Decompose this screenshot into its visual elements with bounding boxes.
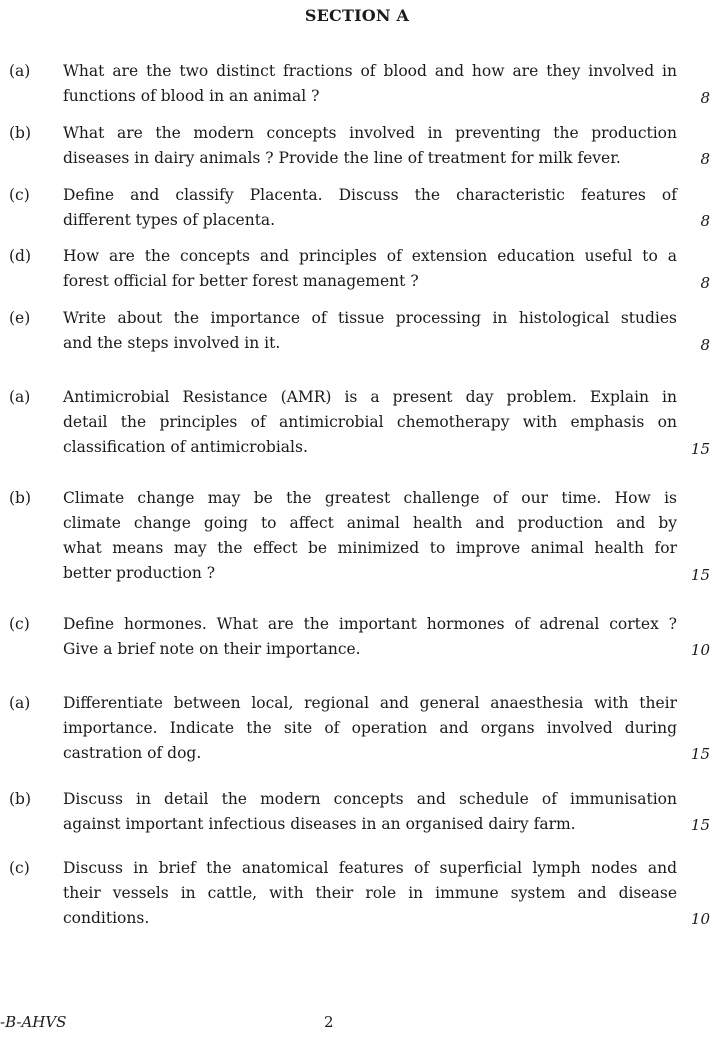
question-marks: 8	[700, 212, 710, 230]
question-label: (c)	[9, 615, 30, 633]
question-text	[63, 691, 677, 766]
question-text-line: against important infectious diseases in an organised dairy farm.	[63, 815, 576, 833]
question-label: (b)	[9, 489, 32, 507]
question-text-line: what means may the effect be minimized to improve animal health for	[63, 539, 677, 557]
question-marks: 8	[700, 89, 710, 107]
question-marks: 15	[690, 566, 710, 584]
question-marks: 15	[690, 816, 710, 834]
question-text-line: What are the two distinct fractions of blood and how are they involved in	[63, 62, 677, 80]
question-marks: 10	[690, 641, 710, 659]
question-marks: 15	[690, 745, 710, 763]
question-text	[63, 59, 677, 109]
question-text-line: Differentiate between local, regional and general anaesthesia with their	[63, 694, 677, 712]
footer-page-number: 2	[324, 1013, 334, 1031]
question-label: (b)	[9, 124, 32, 142]
question-label: (b)	[9, 790, 32, 808]
question-label: (c)	[9, 186, 30, 204]
question-text-line: importance. Indicate the site of operation and organs involved during	[63, 719, 677, 737]
question-label: (e)	[9, 309, 31, 327]
question-text-line: forest official for better forest management ?	[63, 272, 419, 290]
question-text-line: detail the principles of antimicrobial chemotherapy with emphasis on	[63, 413, 677, 431]
question-text-line: castration of dog.	[63, 744, 202, 762]
question-text	[63, 612, 677, 662]
question-marks: 15	[690, 440, 710, 458]
question-text	[63, 787, 677, 837]
question-text-line: different types of placenta.	[63, 211, 276, 229]
question-marks: 10	[690, 910, 710, 928]
question-text-line: Give a brief note on their importance.	[63, 640, 361, 658]
question-text-line: Define and classify Placenta. Discuss the characteristic features of	[63, 186, 677, 204]
question-marks: 8	[700, 274, 710, 292]
question-marks: 8	[700, 150, 710, 168]
question-text-line: Define hormones. What are the important hormones of adrenal cortex ?	[63, 615, 677, 633]
question-text-line: What are the modern concepts involved in preventing the production	[63, 124, 677, 142]
question-text-line: Discuss in brief the anatomical features of superficial lymph nodes and	[63, 859, 677, 877]
question-text-line: diseases in dairy animals ? Provide the line of treatment for milk fever.	[63, 149, 621, 167]
question-text	[63, 121, 677, 171]
question-text-line: climate change going to affect animal health and production and by	[63, 514, 677, 532]
question-text-line: How are the concepts and principles of extension education useful to a	[63, 247, 677, 265]
question-text-line: and the steps involved in it.	[63, 334, 281, 352]
question-text-line: Antimicrobial Resistance (AMR) is a present day problem. Explain in	[63, 388, 677, 406]
question-text-line: Climate change may be the greatest challenge of our time. How is	[63, 489, 677, 507]
question-text-line: conditions.	[63, 909, 150, 927]
question-text-line: classification of antimicrobials.	[63, 438, 308, 456]
question-label: (a)	[9, 694, 31, 712]
question-text	[63, 385, 677, 460]
question-text-line: Discuss in detail the modern concepts and schedule of immunisation	[63, 790, 677, 808]
question-text	[63, 306, 677, 356]
question-text-line: functions of blood in an animal ?	[63, 87, 320, 105]
footer-code: -B-AHVS	[0, 1013, 67, 1031]
question-label: (a)	[9, 62, 31, 80]
question-text	[63, 486, 677, 586]
question-marks: 8	[700, 336, 710, 354]
question-label: (c)	[9, 859, 30, 877]
question-text	[63, 856, 677, 931]
question-text-line: their vessels in cattle, with their role in immune system and disease	[63, 884, 677, 902]
question-label: (a)	[9, 388, 31, 406]
question-text-line: better production ?	[63, 564, 216, 582]
section-title: SECTION A	[304, 6, 410, 25]
question-text	[63, 244, 677, 294]
question-text-line: Write about the importance of tissue processing in histological studies	[63, 309, 677, 327]
question-text	[63, 183, 677, 233]
question-label: (d)	[9, 247, 32, 265]
